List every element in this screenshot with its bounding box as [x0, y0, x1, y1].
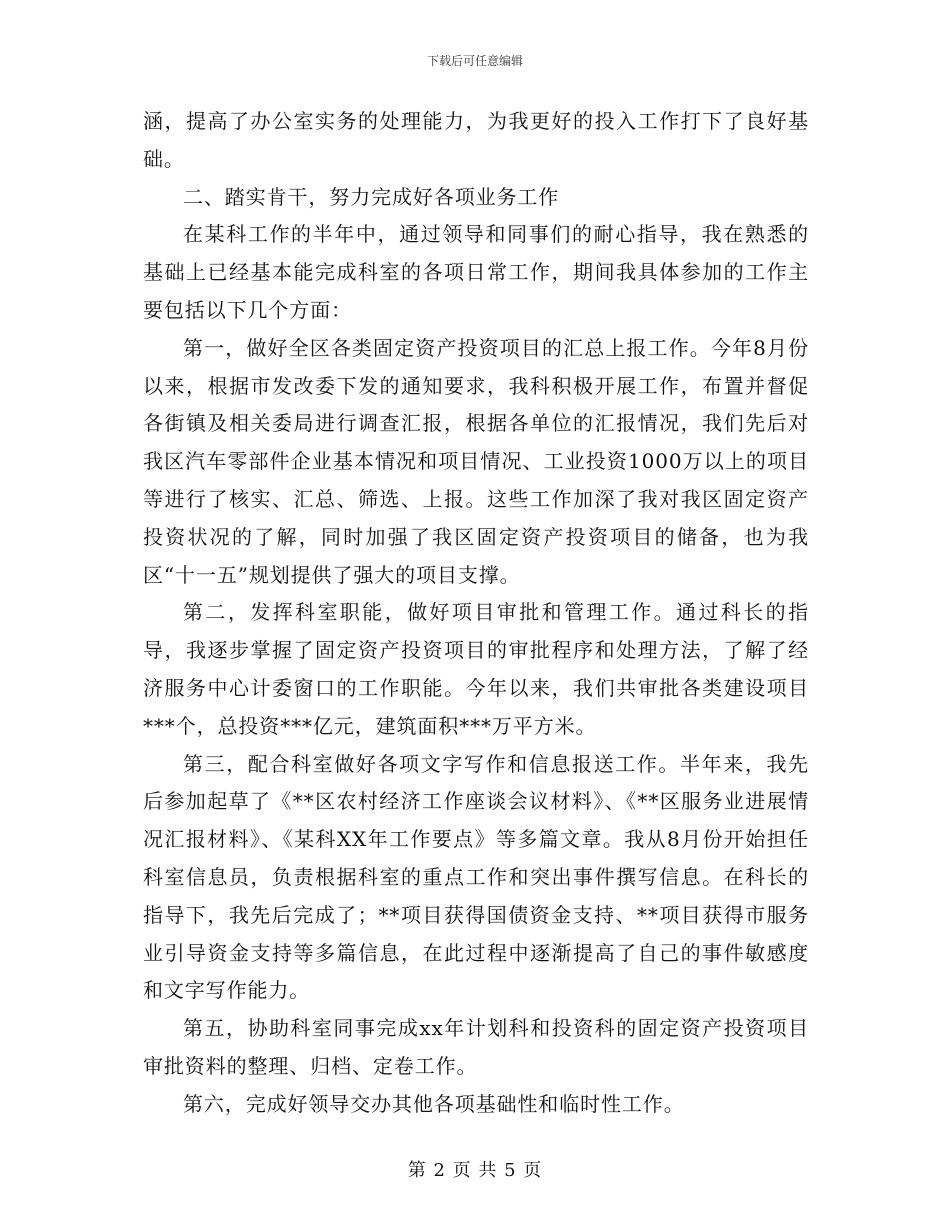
paragraph-item-5: 第五，协助科室同事完成xx年计划科和投资科的固定资产投资项目审批资料的整理、归档、定卷工作。 [143, 1016, 809, 1078]
paragraph-intro: 在某科工作的半年中，通过领导和同事们的耐心指导，我在熟悉的基础上已经基本能完成科室的各项日常工作，期间我具体参加的工作主要包括以下几个方面： [143, 222, 809, 322]
paragraph-item-1: 第一，做好全区各类固定资产投资项目的汇总上报工作。今年8月份以来，根据市发改委下发的通知要求，我科积极开展工作，布置并督促各街镇及相关委局进行调查汇报，根据各单位的汇报情况，我们先后对我区汽车零部件企业基本情况和项目情况、工业投资1000万以上的项目等进行了核实、汇总、筛选、上报。这些工作加深了我对我区固定资产投资状况的了解，同时加强了我区固定资产投资项目的储备，也为我区“十一五”规划提供了强大的项目支撑。 [143, 335, 809, 587]
section-heading: 二、踏实肯干，努力完成好各项业务工作 [183, 184, 560, 209]
paragraph-item-2: 第二，发挥科室职能，做好项目审批和管理工作。通过科长的指导，我逐步掌握了固定资产投资项目的审批程序和处理方法，了解了经济服务中心计委窗口的工作职能。今年以来，我们共审批各类建设项目***个，总投资***亿元，建筑面积***万平方米。 [143, 600, 809, 738]
paragraph-item-6: 第六，完成好领导交办其他各项基础性和临时性工作。 [183, 1091, 685, 1116]
paragraph-item-3: 第三，配合科室做好各项文字写作和信息报送工作。半年来，我先后参加起草了《**区农村经济工作座谈会议材料》、《**区服务业进展情况汇报材料》、《某科XX年工作要点》等多篇文章。我从8月份开始担任科室信息员，负责根据科室的重点工作和突出事件撰写信息。在科长的指导下，我先后完成了；**项目获得国债资金支持、**项目获得市服务业引导资金支持等多篇信息，在此过程中逐渐提高了自己的事件敏感度和文字写作能力。 [143, 751, 809, 1003]
page-number: 第 2 页 共 5 页 [407, 1160, 543, 1181]
document-body [143, 103, 809, 1124]
paragraph-continuation: 涵，提高了办公室实务的处理能力，为我更好的投入工作打下了良好基础。 [143, 109, 809, 171]
page-header: 下载后可任意编辑 [426, 54, 523, 68]
